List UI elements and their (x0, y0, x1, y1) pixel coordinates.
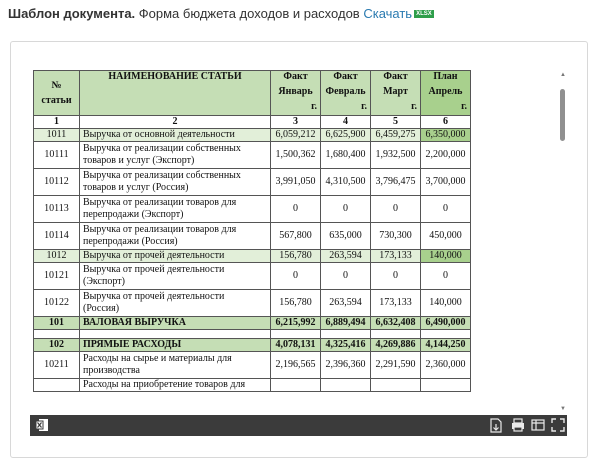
vertical-scrollbar[interactable] (559, 72, 567, 412)
table-row: 10111 Выручка от реализации собственных товаров и услуг (Экспорт) 1,500,362 1,680,400 1,932,500 2,200,000 (34, 142, 471, 169)
scroll-down-icon[interactable]: ▼ (560, 406, 566, 412)
table-row: 1011 Выручка от основной деятельности 6,059,212 6,625,900 6,459,275 6,350,000 (34, 129, 471, 142)
header-row (34, 71, 471, 116)
table-row: 1012 Выручка от прочей деятельности 156,780 263,594 173,133 140,000 (34, 250, 471, 263)
doc-description: Форма бюджета доходов и расходов (138, 6, 360, 21)
table-row: 10112 Выручка от реализации собственных товаров и услуг (Россия) 3,991,050 4,310,500 3,796,475 3,700,000 (34, 169, 471, 196)
col-header-jan: Факт Январь г. (271, 71, 321, 116)
col-header-number: № статьи (34, 71, 80, 116)
col-header-name: НАИМЕНОВАНИЕ СТАТЬИ (80, 71, 271, 116)
table-row: 10113 Выручка от реализации товаров для перепродажи (Экспорт) 0 0 0 0 (34, 196, 471, 223)
scroll-up-icon[interactable]: ▲ (560, 72, 566, 78)
table-row: 10121 Выручка от прочей деятельности (Экспорт) 0 0 0 0 (34, 263, 471, 290)
col-num-3: 3 (271, 116, 321, 129)
doc-template-title: Шаблон документа. (8, 6, 136, 21)
sheet-view-icon[interactable] (531, 418, 545, 432)
col-num-1: 1 (34, 116, 80, 129)
col-num-5: 5 (371, 116, 421, 129)
col-header-apr: План Апрель г. (421, 71, 471, 116)
fullscreen-icon[interactable] (551, 418, 565, 432)
viewer-toolbar (30, 415, 567, 436)
spacer-row (34, 330, 471, 339)
col-num-4: 4 (321, 116, 371, 129)
page-header (8, 6, 434, 21)
table-row: 10211 Расходы на сырье и материалы для производства 2,196,565 2,396,360 2,291,590 2,360,000 (34, 352, 471, 379)
download-icon[interactable] (489, 418, 503, 433)
budget-table (33, 70, 471, 392)
excel-icon[interactable] (35, 418, 49, 432)
print-icon[interactable] (511, 418, 525, 432)
download-link[interactable]: Скачать (363, 6, 413, 21)
col-header-feb: Факт Февраль г. (321, 71, 371, 116)
col-header-mar: Факт Март г. (371, 71, 421, 116)
table-row-total: 102 ПРЯМЫЕ РАСХОДЫ 4,078,131 4,325,416 4,269,886 4,144,250 (34, 339, 471, 352)
col-num-2: 2 (80, 116, 271, 129)
table-row: 10114 Выручка от реализации товаров для перепродажи (Россия) 567,800 635,000 730,300 450,000 (34, 223, 471, 250)
col-num-6: 6 (421, 116, 471, 129)
scrollbar-thumb[interactable] (560, 89, 565, 141)
xlsx-file-icon[interactable]: XLSX (416, 10, 432, 17)
table-row: 10122 Выручка от прочей деятельности (Россия) 156,780 263,594 173,133 140,000 (34, 290, 471, 317)
table-row: Расходы на приобретение товаров для (34, 379, 471, 392)
table-row-total: 101 ВАЛОВАЯ ВЫРУЧКА 6,215,992 6,889,494 6,632,408 6,490,000 (34, 317, 471, 330)
column-number-row (34, 116, 471, 129)
spreadsheet-viewport[interactable] (21, 69, 567, 415)
